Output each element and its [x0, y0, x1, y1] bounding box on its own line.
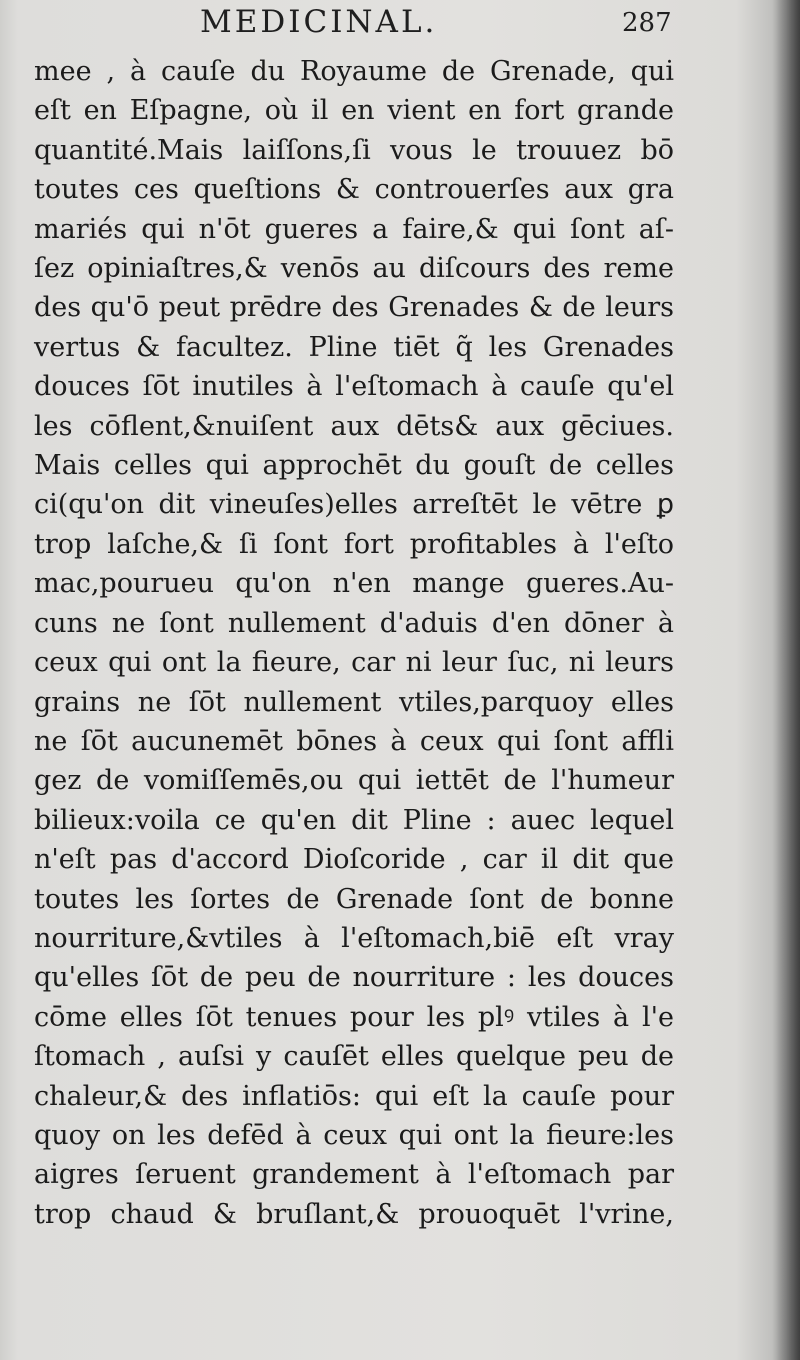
text-line: trop laſche,& ſi ſont fort profitables à l'eſto — [34, 528, 674, 560]
text-line: eſt en Eſpagne, où il en vient en fort grande — [34, 95, 674, 127]
text-line: n'eſt pas d'accord Dioſcoride , car il dit que — [34, 844, 674, 876]
text-line: ſez opiniaſtres,& venōs au diſcours des reme — [34, 253, 674, 285]
text-line: ſtomach , auſsi y cauſēt elles quelque peu de — [34, 1041, 674, 1073]
text-line: mariés qui n'ōt gueres a faire,& qui ſont aſ- — [34, 213, 674, 245]
text-line: toutes ces queſtions & controuerſes aux gra — [34, 174, 674, 206]
text-line: mee , à cauſe du Royaume de Grenade, qui — [34, 56, 674, 87]
text-line: grains ne ſōt nullement vtiles,parquoy elles — [34, 686, 674, 718]
text-line: chaleur,& des inflatiōs: qui eſt la cauſe pour — [34, 1080, 674, 1112]
text-line: douces ſōt inutiles à l'eſtomach à cauſe qu'el — [34, 371, 674, 403]
text-line: qu'elles ſōt de peu de nourriture : les douces — [34, 962, 674, 994]
text-line: ceux qui ont la fieure, car ni leur ſuc, ni leurs — [34, 647, 674, 679]
text-line: aigres ſeruent grandement à l'eſtomach par — [34, 1159, 674, 1191]
page-gutter-shadow — [772, 0, 800, 1360]
text-line: les cōflent,&nuiſent aux dēts& aux gēciues. — [34, 410, 674, 442]
text-line: cuns ne ſont nullement d'aduis d'en dōner à — [34, 607, 674, 639]
text-line: quantité.Mais laiſſons,ſi vous le trouuez bō — [34, 134, 674, 166]
text-line: nourriture,&vtiles à l'eſtomach,biē eſt vray — [34, 922, 674, 954]
text-line: ne ſōt aucunemēt bōnes à ceux qui ſont affli — [34, 725, 674, 757]
text-line: quoy on les defēd à ceux qui ont la fieure:les — [34, 1119, 674, 1151]
text-line: bilieux:voila ce qu'en dit Pline : auec lequel — [34, 804, 674, 836]
text-line: ci(qu'on dit vineuſes)elles arreſtēt le vētre ꝑ — [34, 489, 674, 521]
body-text — [34, 52, 674, 1234]
text-line: gez de vomiſſemēs,ou qui iettēt de l'humeur — [34, 765, 674, 797]
running-head: MEDICINAL. — [200, 4, 438, 40]
text-line: mac,pourueu qu'on n'en mange gueres.Au- — [34, 568, 674, 600]
text-line: toutes les ſortes de Grenade ſont de bonne — [34, 883, 674, 915]
text-line: Mais celles qui approchēt du gouſt de celles — [34, 450, 674, 482]
page-number: 287 — [622, 8, 672, 38]
text-line: trop chaud & bruſlant,& prouoquēt l'vrine, — [34, 1198, 674, 1230]
text-line: vertus & facultez. Pline tiēt q̃ les Grenades — [34, 331, 674, 363]
text-line: cōme elles ſōt tenues pour les plꝰ vtiles à l'e — [34, 1001, 674, 1033]
text-line: des qu'ō peut prēdre des Grenades & de leurs — [34, 292, 674, 324]
